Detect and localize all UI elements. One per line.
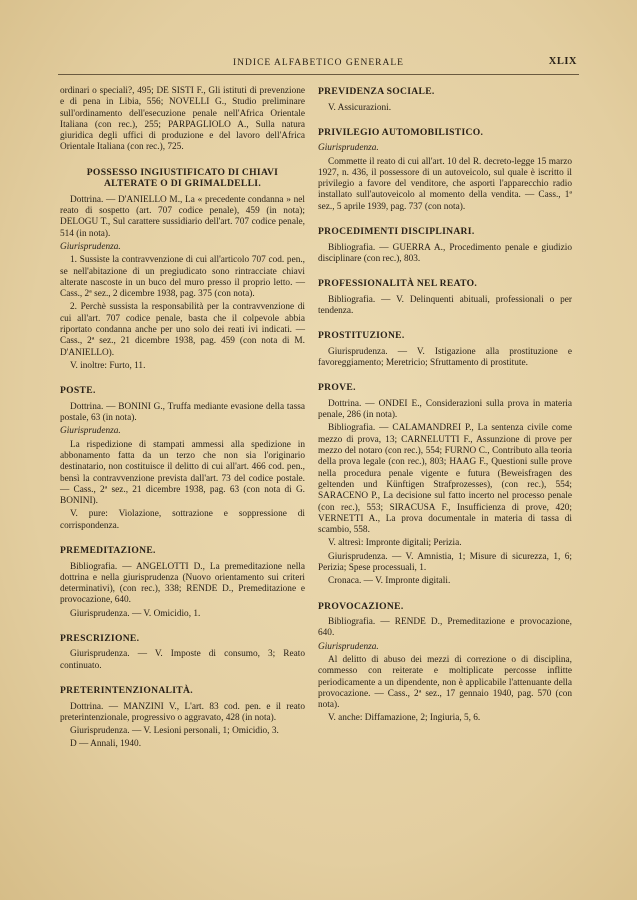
poste-giur-label: Giurisprudenza. [60, 426, 121, 437]
prove-giur: Giurisprudenza. — V. Amnistia, 1; Misure di sicurezza, 1, 6; Perizia; Spese processuali, 1. [318, 551, 572, 574]
possesso-giur-label: Giurisprudenza. [60, 241, 121, 252]
premeditazione-giur: Giurisprudenza. — V. Omicidio, 1. [70, 608, 201, 619]
heading-preterintenzionalita: PRETERINTENZIONALITÀ. [60, 685, 193, 697]
previdenza-vedi: V. Assicurazioni. [328, 102, 392, 113]
header-title: INDICE ALFABETICO GENERALE [233, 58, 404, 68]
prove-dottrina: Dottrina. — ONDEI E., Considerazioni sulla prova in materia penale, 286 (in nota). [318, 398, 572, 421]
running-header [58, 52, 579, 75]
poste-vedi: V. pure: Violazione, sottrazione e soppressione di corrispondenza. [60, 509, 305, 531]
provocazione-giur-label: Giurisprudenza. [318, 641, 379, 652]
possesso-item-1: 1. Sussiste la contravvenzione di cui all'articolo 707 cod. pen., se nell'abitazione di un pregiudicato sono rintracciate chiavi alterate nascoste in un buco del muro presso il proprio letto. — Cass., 2ª sez., 2 dicembre 1938, pag. 375 (con nota). [60, 255, 305, 300]
heading-prove: PROVE. [318, 382, 356, 394]
heading-provocazione: PROVOCAZIONE. [318, 600, 404, 612]
left-column [60, 86, 305, 753]
prove-biblio: Bibliografia. — CALAMANDREI P., La sentenza civile come mezzo di prova, 13; CARNELUTTI F., Assunzione di prove per mezzo del notaro (con rec.), 554; FURNO C., Contributo alla teoria della prova legale (con rec.), 803; HAAG F., Questioni sulle prove nella procedura penale vigente e futura (Beweisfragen des geltenden und Künftigen Strafprozesses), (con rec.), 554; SARACENO P., La decisione sul fatto incerto nel processo penale (con rec.), 553; SIRACUSA F., Insufficienza di prove, 420; VERNETTI A., La prova documentale in materia di tassa di scambio, 558. [318, 423, 572, 536]
heading-possesso: POSSESSO INGIUSTIFICATO DI CHIAVI ALTERATE O DI GRIMALDELLI. [86, 166, 279, 190]
provocazione-vedi: V. anche: Diffamazione, 2; Ingiuria, 5, 6. [328, 713, 481, 724]
privilegio-text: Commette il reato di cui all'art. 10 del R. decreto-legge 15 marzo 1927, n. 436, il possessore di un autoveicolo, sul quale è iscritto il privilegio a favore del venditore, che asporti l'apparecchio radio installato sull'autoveicolo al momento della vendita. — Cass., 1ª sez., 5 aprile 1939, pag. 737 (con nota). [318, 156, 572, 212]
heading-prescrizione: PRESCRIZIONE. [60, 632, 140, 644]
heading-previdenza: PREVIDENZA SOCIALE. [318, 86, 435, 97]
professionalita-biblio: Bibliografia. — V. Delinquenti abituali, professionali o per tendenza. [318, 294, 572, 316]
heading-premeditazione: PREMEDITAZIONE. [60, 545, 156, 556]
provocazione-biblio: Bibliografia. — RENDE D., Premeditazione e provocazione, 640. [318, 617, 572, 639]
prostituzione-giur: Giurisprudenza. — V. Istigazione alla prostituzione e favoreggiamento; Meretricio; Sfruttamento di prostitute. [318, 346, 572, 369]
heading-privilegio: PRIVILEGIO AUTOMOBILISTICO. [318, 126, 484, 138]
signature-line: D — Annali, 1940. [70, 739, 142, 750]
heading-professionalita: PROFESSIONALITÀ NEL REATO. [318, 278, 478, 290]
prove-cronaca: Cronaca. — V. Impronte digitali. [328, 576, 451, 587]
intro-paragraph: ordinari o speciali?, 495; DE SISTI F., Gli istituti di prevenzione e di pena in Libia, 556; NOVELLI G., Studio preliminare sull'ordinamento dell'esecuzione penale nell'Africa Orientale Italiana (con rec.), 255; PARPAGLIOLO A., Sulla natura giuridica degli uffici di produzione e del lavoro dell'Africa Orientale Italiana (con rec.), 725. [60, 86, 305, 153]
prescrizione-giur: Giurisprudenza. — V. Imposte di consumo, 3; Reato continuato. [60, 649, 305, 671]
heading-procedimenti: PROCEDIMENTI DISCIPLINARI. [318, 226, 475, 238]
possesso-dottrina: Dottrina. — D'ANIELLO M., La « precedente condanna » nel reato di sospetto (art. 707 codice penale), 459 (in nota); DELOGU T., Sul carattere sussidiario dell'art. 707 codice penale, 514 (in nota). [60, 194, 305, 239]
possesso-vedi: V. inoltre: Furto, 11. [70, 360, 146, 371]
privilegio-giur-label: Giurisprudenza. [318, 143, 379, 154]
poste-text: La rispedizione di stampati ammessi alla spedizione in abbonamento fatta da un terzo che non sia l'originario destinatario, non costituisce il delitto di cui all'art. 466 cod. pen., bensì la contravvenzione prevista dall'art. 73 del codice postale. — Cass., 2ª sez., 21 dicembre 1938, pag. 63 (con nota di G. BONINI). [60, 439, 305, 507]
right-column [318, 86, 572, 727]
possesso-item-2: 2. Perchè sussista la responsabilità per la contravvenzione di cui all'art. 707 codice penale, basta che il colpevole abbia riportato condanna anche per uno solo dei reati ivi indicati. — Cass., 2ª sez., 21 dicembre 1938, pag. 459 (con nota di M. D'ANIELLO). [60, 302, 305, 358]
procedimenti-biblio: Bibliografia. — GUERRA A., Procedimento penale e giudizio disciplinare (con rec.), 803. [318, 242, 572, 264]
premeditazione-biblio: Bibliografia. — ANGELOTTI D., La premeditazione nella dottrina e nella giurisprudenza (Nuovo orientamento sui criteri determinativi), (con rec.), 338; RENDE D., Premeditazione e provocazione, 640. [60, 561, 305, 606]
prove-vedi: V. altresì: Improntе digitali; Perizia. [328, 538, 462, 549]
heading-poste: POSTE. [60, 385, 96, 397]
heading-prostituzione: PROSTITUZIONE. [318, 330, 405, 342]
preterintenzionalita-dottrina: Dottrina. — MANZINI V., L'art. 83 cod. pen. e il reato preterintenzionale, progressivo o aggravato, 428 (in nota). [60, 701, 305, 723]
poste-dottrina: Dottrina. — BONINI G., Truffa mediante evasione della tassa postale, 63 (in nota). [60, 401, 305, 424]
page-number: XLIX [548, 56, 577, 67]
preterintenzionalita-giur: Giurisprudenza. — V. Lesioni personali, 1; Omicidio, 3. [70, 726, 279, 737]
provocazione-text: Al delitto di abuso dei mezzi di correzione o di disciplina, commesso con reiterate e moltiplicate percosse inflitte periodicamente a un dipendente, non è applicabile l'attenuante della provocazione. — Cass., 2ª sez., 17 gennaio 1940, pag. 570 (con nota). [318, 655, 572, 711]
